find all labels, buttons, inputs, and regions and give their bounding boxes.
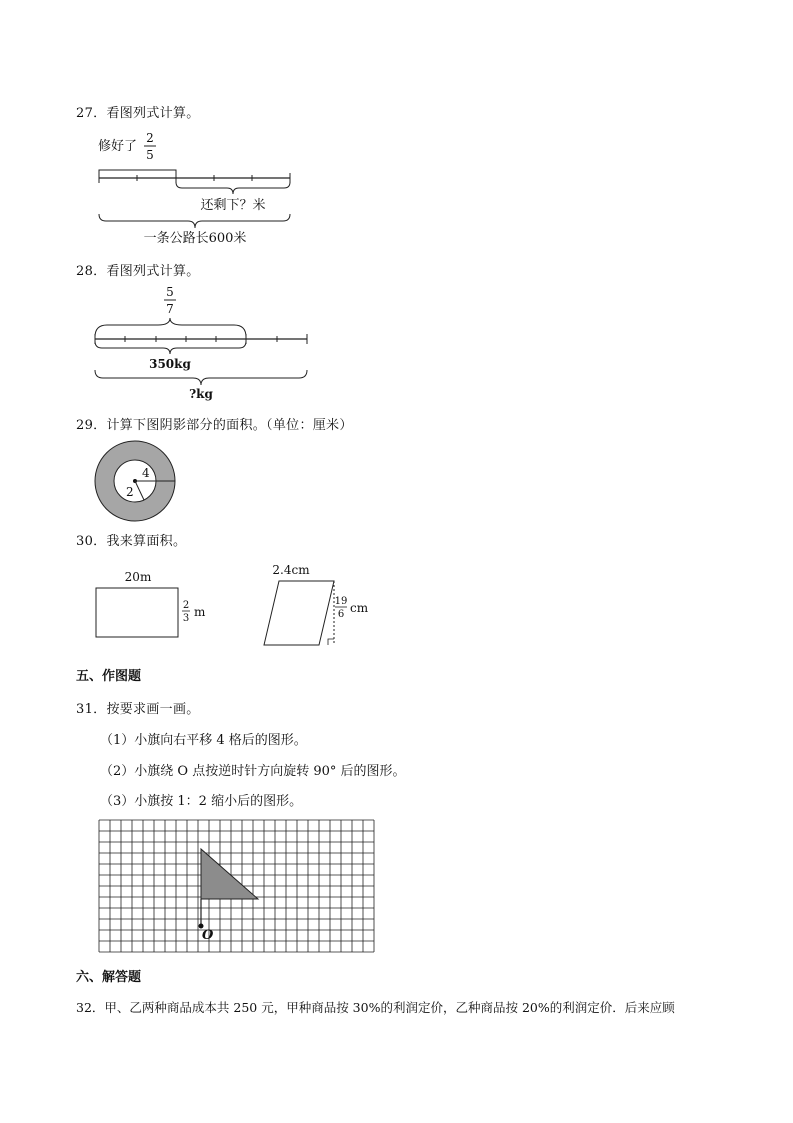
- q30-para-height-num: 19: [334, 596, 348, 607]
- q30-rectangle: [96, 588, 178, 637]
- q28-frac-num: 5: [166, 285, 174, 299]
- q31-item-3: （3）小旗按 1：2 缩小后的图形。: [100, 794, 303, 809]
- q27-frac-den: 5: [146, 148, 154, 162]
- q27-right-brace: [176, 182, 290, 194]
- q30-para-height-unit: cm: [350, 601, 369, 615]
- q27-frac-num: 2: [146, 131, 154, 145]
- q27-title: 27．看图列式计算。: [76, 106, 200, 121]
- q30-rect-height-unit: m: [194, 605, 206, 619]
- q27-bottom-brace: [99, 214, 290, 228]
- q31-point-label: O: [202, 928, 214, 943]
- q31-grid[interactable]: [98, 819, 378, 959]
- q31-item-1: （1）小旗向右平移 4 格后的图形。: [100, 733, 307, 748]
- section6-title: 六、解答题: [76, 970, 142, 985]
- q30-rect-height-num: 2: [182, 600, 190, 611]
- q32-title: 32．甲、乙两种商品成本共 250 元，甲种商品按 30%的利润定价，乙种商品按 20%的利润定价．后来应顾: [76, 1000, 675, 1015]
- q30-rectangle-figure: [90, 566, 220, 656]
- q28-top-brace: [95, 318, 246, 337]
- q27-bottom-label: 一条公路长600米: [143, 231, 247, 246]
- q28-bottom-label: ?kg: [189, 387, 213, 401]
- q31-flag-triangle: [201, 849, 258, 899]
- q30-para-base: 2.4cm: [272, 563, 310, 577]
- q29-title: 29．计算下图阴影部分的面积。（单位：厘米）: [76, 418, 353, 433]
- q30-right-angle: [328, 639, 334, 645]
- q31-item-2: （2）小旗绕 O 点按逆时针方向旋转 90° 后的图形。: [100, 764, 406, 779]
- section5-title: 五、作图题: [76, 669, 142, 684]
- q28-bottom-brace: [95, 370, 307, 385]
- q28-middle-brace: [95, 341, 246, 354]
- q29-outer-label: 4: [142, 466, 150, 480]
- q30-rect-height-den: 3: [182, 613, 190, 624]
- q28-middle-label: 350kg: [149, 357, 191, 371]
- q29-diagram: [92, 440, 182, 530]
- q28-diagram: [90, 282, 320, 402]
- q27-top-label: 修好了: [98, 139, 138, 154]
- q31-title: 31．按要求画一画。: [76, 702, 200, 717]
- q30-rect-width: 20m: [124, 570, 152, 584]
- q30-parallelogram-figure: [258, 558, 388, 658]
- q30-title: 30．我来算面积。: [76, 534, 187, 549]
- q29-inner-label: 2: [126, 485, 134, 499]
- q30-para-height-den: 6: [337, 609, 345, 620]
- q28-frac-den: 7: [166, 302, 174, 316]
- q27-right-label: 还剩下？米: [200, 198, 266, 213]
- q30-parallelogram: [264, 581, 334, 645]
- q27-diagram: [90, 126, 320, 246]
- q28-title: 28．看图列式计算。: [76, 264, 200, 279]
